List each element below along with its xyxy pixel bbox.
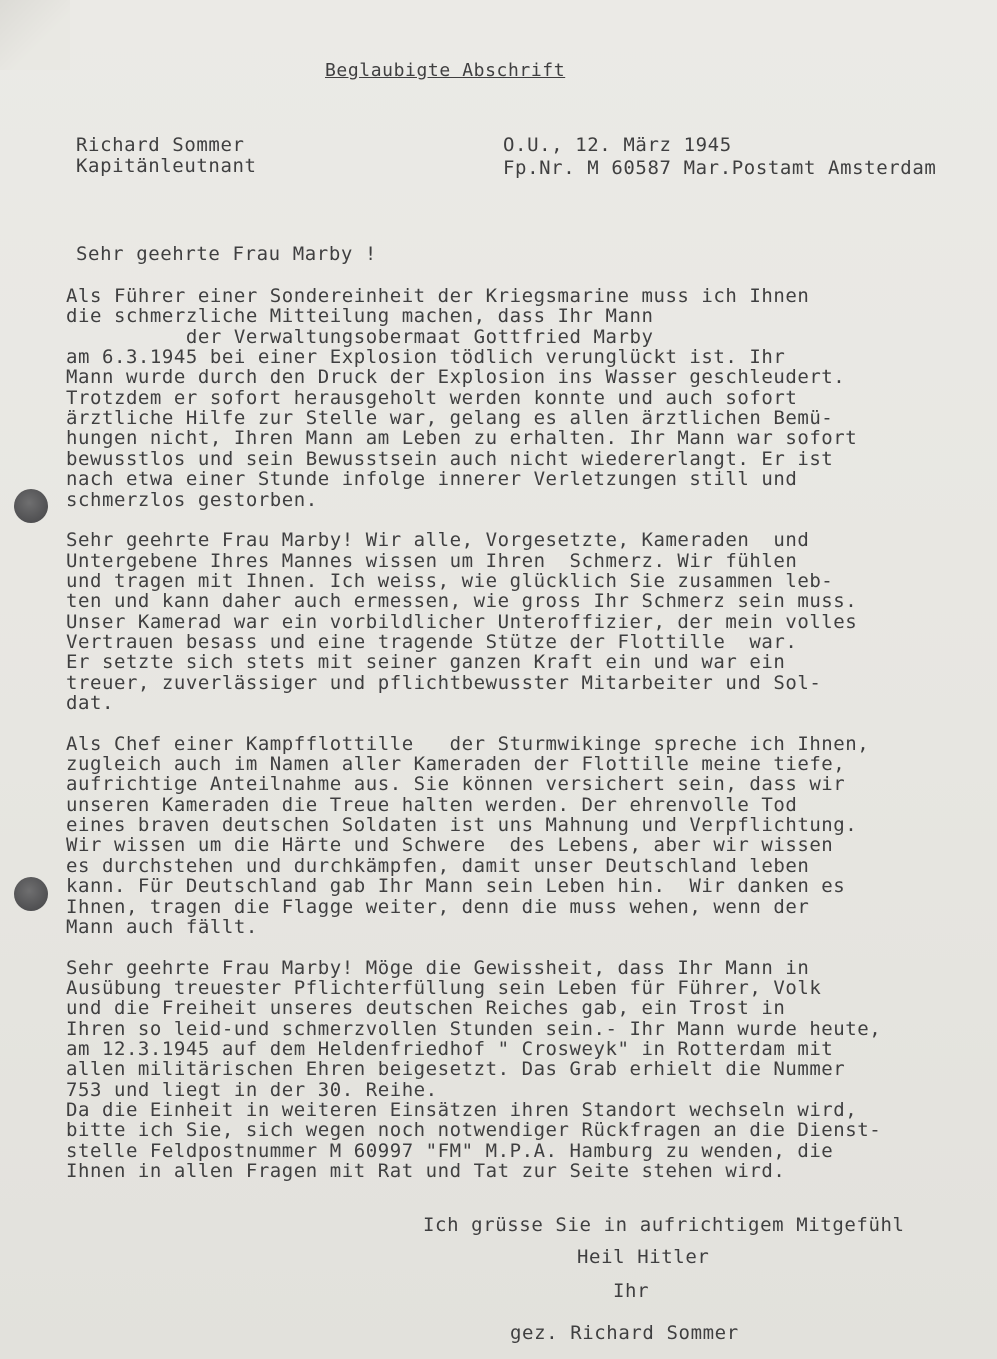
signature-line: gez. Richard Sommer [510, 1322, 739, 1344]
body-line: Mann wurde durch den Druck der Explosion ins Wasser geschleudert. [66, 366, 846, 389]
body-line: Trotzdem er sofort herausgeholt werden konnte und auch sofort [66, 386, 798, 409]
closing-salute: Heil Hitler [577, 1246, 710, 1268]
folded-corner [0, 0, 70, 70]
body-line: treuer, zuverlässiger und pflichtbewusster Mitarbeiter und Sol- [66, 671, 822, 694]
body-line: allen militärischen Ehren beigesetzt. Das Grab erhielt die Nummer [66, 1058, 846, 1081]
punch-hole-top [14, 489, 48, 523]
body-line: hungen nicht, Ihren Mann am Leben zu erhalten. Ihr Mann war sofort [66, 427, 858, 450]
body-line: Mann auch fällt. [66, 915, 258, 938]
body-line: es durchstehen und durchkämpfen, damit unser Deutschland leben [66, 854, 810, 877]
body-line: ten und kann daher auch ermessen, wie gross Ihr Schmerz sein muss. [66, 590, 858, 613]
body-line: ärztliche Hilfe zur Stelle war, gelang es allen ärztlichen Bemü- [66, 407, 834, 430]
body-line: am 6.3.1945 bei einer Explosion tödlich verunglückt ist. Ihr [66, 346, 786, 369]
body-line: und tragen mit Ihnen. Ich weiss, wie glücklich Sie zusammen leb- [66, 569, 834, 592]
body-line: Untergebene Ihres Mannes wissen um Ihren Schmerz. Wir fühlen [66, 549, 798, 572]
place-date: O.U., 12. März 1945 [503, 134, 732, 156]
body-line: kann. Für Deutschland gab Ihr Mann sein Leben hin. Wir danken es [66, 875, 846, 898]
body-line: Da die Einheit in weiteren Einsätzen ihren Standort wechseln wird, [66, 1099, 858, 1121]
body-line: am 12.3.1945 auf dem Heldenfriedhof " Crosweyk" in Rotterdam mit [66, 1037, 834, 1060]
body-line: zugleich auch im Namen aller Kameraden der Flottille meine tiefe, [66, 753, 846, 776]
document-title: Beglaubigte Abschrift [325, 60, 566, 81]
body-line: stelle Feldpostnummer M 60997 "FM" M.P.A. Hamburg zu wenden, die [66, 1139, 834, 1162]
body-line: Ihnen in allen Fragen mit Rat und Tat zur Seite stehen wird. [66, 1160, 786, 1183]
closing-greeting: Ich grüsse Sie in aufrichtigem Mitgefühl [423, 1214, 905, 1236]
body-line: Als Führer einer Sondereinheit der Kriegsmarine muss ich Ihnen [66, 285, 810, 307]
body-line: und die Freiheit unseres deutschen Reiches gab, ein Trost in [66, 997, 786, 1020]
body-line: Ihren so leid-und schmerzvollen Stunden sein.- Ihr Mann wurde heute, [66, 1017, 882, 1040]
salutation: Sehr geehrte Frau Marby ! [76, 243, 377, 265]
body-line: unseren Kameraden die Treue halten werden. Der ehrenvolle Tod [66, 793, 798, 816]
body-line: die schmerzliche Mitteilung machen, dass Ihr Mann [66, 305, 654, 328]
body-line: bitte ich Sie, sich wegen noch notwendiger Rückfragen an die Dienst- [66, 1119, 882, 1142]
sender-name: Richard Sommer [76, 134, 245, 156]
body-line: Sehr geehrte Frau Marby! Wir alle, Vorgesetzte, Kameraden und [66, 529, 810, 552]
body-line: aufrichtige Anteilnahme aus. Sie können versichert sein, dass wir [66, 773, 846, 796]
punch-hole-bottom [14, 877, 48, 911]
sender-rank: Kapitänleutnant [76, 155, 257, 177]
body-line: Als Chef einer Kampfflottille der Sturmwikinge spreche ich Ihnen, [66, 732, 870, 755]
body-line: Er setzte sich stets mit seiner ganzen Kraft ein und war ein [66, 651, 786, 674]
body-line: Sehr geehrte Frau Marby! Möge die Gewissheit, dass Ihr Mann in [66, 956, 810, 979]
body-line: bewusstlos und sein Bewusstsein auch nicht wiedererlangt. Er ist [66, 447, 834, 470]
body-line: 753 und liegt in der 30. Reihe. [66, 1078, 438, 1101]
postal-address: Fp.Nr. M 60587 Mar.Postamt Amsterdam [503, 157, 937, 179]
body-line: schmerzlos gestorben. [66, 488, 318, 511]
body-line: eines braven deutschen Soldaten ist uns Mahnung und Verpflichtung. [66, 814, 858, 837]
body-line: nach etwa einer Stunde infolge innerer Verletzungen still und [66, 468, 798, 491]
body-line: Unser Kamerad war ein vorbildlicher Unteroffizier, der mein volles [66, 610, 858, 633]
closing-ihr: Ihr [613, 1280, 650, 1302]
body-line: der Verwaltungsobermaat Gottfried Marby [66, 325, 654, 348]
body-line: Vertrauen besass und eine tragende Stütze der Flottille war. [66, 630, 798, 653]
body-line: dat. [66, 692, 114, 714]
body-line: Ausübung treuester Pflichterfüllung sein Leben für Führer, Volk [66, 976, 822, 999]
body-line: Wir wissen um die Härte und Schwere des Lebens, aber wir wissen [66, 834, 834, 857]
body-line: Ihnen, tragen die Flagge weiter, denn die muss wehen, wenn der [66, 895, 810, 918]
